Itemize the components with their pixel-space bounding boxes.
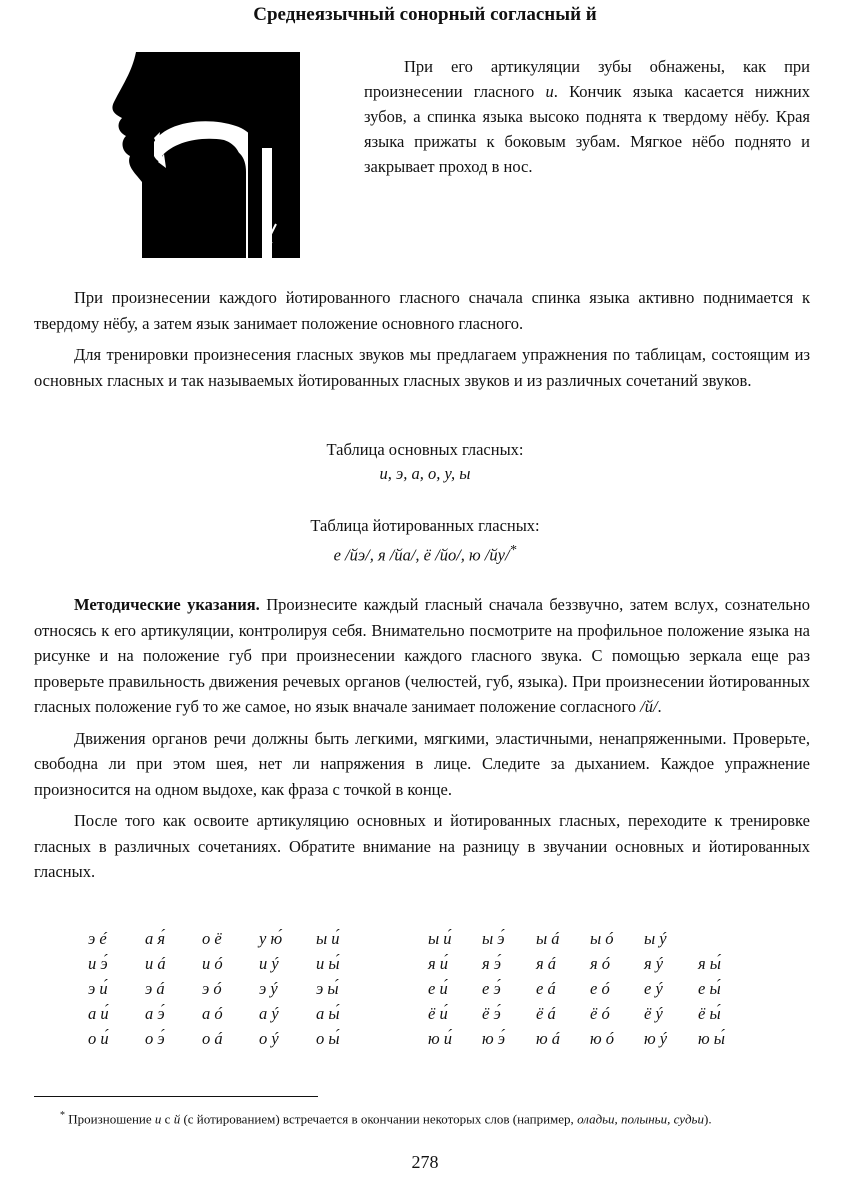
combination-cell: е ý [644,978,663,998]
guidelines-paragraph [34,592,810,720]
iotated-vowels-table [0,514,850,568]
footnote-text-b: с [161,1111,174,1127]
intro-lead: При его артикуляции зубы обнажены, как при произнесении гласного [364,57,810,101]
footnote-text-c: (с йотированием) встречается в окончании некоторых слов (например, [180,1111,578,1127]
paragraph-2: Для тренировки произнесения гласных звуков мы предлагаем упражнения по таблицам, состоящим из основных гласных и так называемых йотированных гласных звуков и из различных сочетаний звуков. [34,345,810,390]
combination-cell: ы á [536,928,560,948]
combination-cell: ё á [536,1003,556,1023]
basic-vowels-table [0,438,850,486]
combination-cell: а ы́ [316,1003,340,1023]
combination-cell: э и́ [88,978,108,998]
combination-cell: а ó [202,1003,223,1023]
page-number: 278 [411,1152,439,1172]
combination-cell: о ы́ [316,1028,340,1048]
footnote-reference: * [509,542,517,557]
section-title: Среднеязычный сонорный согласный й [253,4,597,25]
combination-cell: э ы́ [316,978,339,998]
combination-cell: ю ы́ [698,1028,725,1048]
combination-cell: а я́ [145,928,166,948]
combination-cell: ю и́ [428,1028,453,1048]
articulation-diagram [96,52,300,258]
combination-cell: я ы́ [698,953,721,973]
combination-cell: ю á [536,1028,561,1048]
combination-cell: ы и́ [428,928,452,948]
iotated-vowels-list: е /йэ/, я /йа/, ё /йо/, ю /йу/ [333,545,510,565]
combination-cell: е э́ [482,978,501,998]
combination-cell: е á [536,978,556,998]
basic-vowels-title: Таблица основных гласных: [326,440,524,459]
intro-vowel: и [545,82,554,101]
combination-cell: у ю́ [259,928,283,948]
combination-row [88,976,373,1001]
combination-cell: о э́ [145,1028,165,1048]
combination-cell: э ý [259,978,278,998]
combination-cell: о ё [202,928,222,948]
footnote-examples: оладьи, полыньи, судьи [577,1111,704,1127]
combination-cell: а и́ [88,1003,109,1023]
combination-row [88,1001,373,1026]
guidelines-text: Произнесите каждый гласный сначала беззвучно, затем вслух, сознательно относясь к его артикуляции, контролируя себя. Внимательно посмотрите на профильное положение языка на рисунке и на положение губ при произнесении каждого гласного звука. С помощью зеркала еще раз проверьте правильность движения речевых органов (челюстей, губ, языка). При произнесении йотированных гласных положение губ то же самое, но язык вначале занимает положение согласного [34,595,810,716]
combination-row [88,951,373,976]
body-section-1 [34,285,810,399]
combination-cell: э á [145,978,165,998]
combination-cell: ю э́ [482,1028,506,1048]
intro-rest: . Кончик языка касается нижних зубов, а спинка языка высоко поднята к твердому нёбу. Края языка прижаты к боковым зубам. Мягкое нёбо поднято и закрывает проход в нос. [364,82,810,176]
combination-cell: ю ó [590,1028,615,1048]
guidelines-sound: /й/ [640,697,658,716]
combination-cell: и ó [202,953,223,973]
combination-cell: ё ý [644,1003,663,1023]
paragraph-1: При произнесении каждого йотированного гласного сначала спинка языка активно поднимается к твердому нёбу, а затем язык занимает положение основного гласного. [34,288,810,333]
combination-cell: о и́ [88,1028,109,1048]
combination-cell: я и́ [428,953,449,973]
paragraph-5: После того как освоите артикуляцию основных и йотированных гласных, переходите к тренировке гласных в различных сочетаниях. Обратите внимание на разницу в звучании основных и йотированных гласных. [34,811,810,881]
combinations-table-left [88,926,373,1051]
combination-cell: и э́ [88,953,108,973]
combination-cell: ы и́ [316,928,340,948]
guidelines-end: . [657,697,662,716]
footnote-text-a: Произношение [65,1111,155,1127]
combination-cell: ы э́ [482,928,505,948]
combination-row [428,976,752,1001]
combination-cell: а э́ [145,1003,165,1023]
combination-row [88,926,373,951]
combination-row [428,1001,752,1026]
iotated-vowels-title: Таблица йотированных гласных: [310,516,540,535]
body-section-2 [34,592,810,891]
footnote-letter-i: и [154,1111,162,1127]
combination-cell: ё и́ [428,1003,448,1023]
paragraph-4: Движения органов речи должны быть легкими, мягкими, эластичными, ненапряженными. Проверьте, свободна ли при этом шея, нет ли напряжения в лице. Следите за дыханием. Каждое упражнение произносится на одном выдохе, как фраза с точкой в конце. [34,728,810,799]
intro-text [364,54,810,179]
footnote-divider [34,1096,318,1097]
combination-cell: и ý [259,953,279,973]
combination-cell: я á [536,953,557,973]
basic-vowels-list: и, э, а, о, у, ы [379,464,471,483]
combination-row [428,926,752,951]
combination-cell: е и́ [428,978,448,998]
combination-row [428,951,752,976]
footnote-mark: * [60,1110,65,1121]
combination-cell: ё э́ [482,1003,501,1023]
combination-row [88,1026,373,1051]
combination-cell: ё ы́ [698,1003,721,1023]
combination-cell: е ó [590,978,610,998]
iotated-vowels-row [0,538,850,568]
footnote-text-d: ). [703,1111,712,1127]
combination-cell: и á [145,953,166,973]
combination-cell: е ы́ [698,978,721,998]
combination-cell: э ó [202,978,222,998]
combination-cell: а ý [259,1003,279,1023]
combination-cell: ё ó [590,1003,610,1023]
combination-cell: я ó [590,953,611,973]
combination-cell: я ý [644,953,664,973]
combination-cell: о ý [259,1028,279,1048]
combination-cell: ы ý [644,928,667,948]
footnote [60,1106,810,1129]
combination-cell: о á [202,1028,223,1048]
footnote-letter-j: й [173,1111,181,1127]
combination-cell: ю ý [644,1028,668,1048]
combination-cell: э é [88,928,107,948]
combination-cell: и ы́ [316,953,340,973]
combination-cell: я э́ [482,953,502,973]
combinations-table-right [428,926,752,1051]
combination-cell [698,926,752,951]
combination-cell: ы ó [590,928,614,948]
guidelines-heading: Методические указания. [74,595,260,614]
combination-row [428,1026,752,1051]
